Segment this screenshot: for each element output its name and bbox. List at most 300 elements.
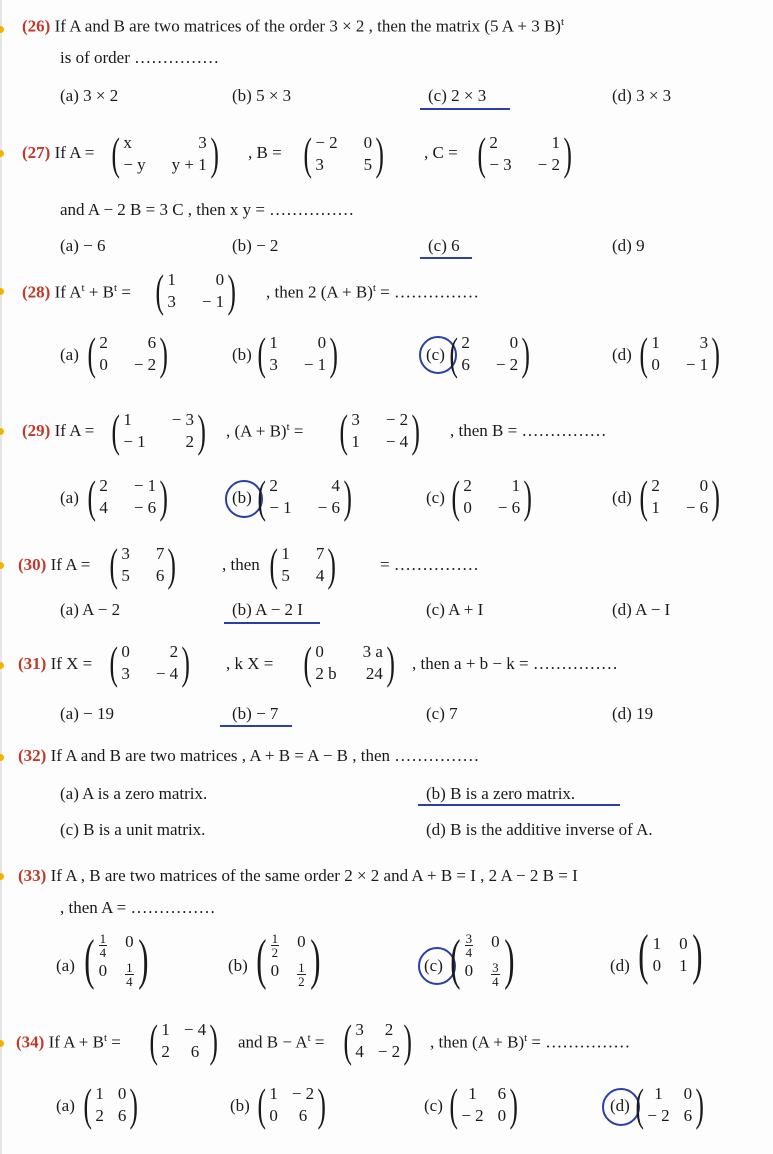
question-text: , then a + b − k = …………… bbox=[412, 654, 618, 673]
page-edge bbox=[0, 0, 2, 1154]
option-b-matrix[interactable] bbox=[254, 328, 342, 379]
matrix-entry: 3 bbox=[269, 355, 278, 374]
option-a-matrix[interactable] bbox=[80, 929, 152, 991]
matrix-entry: 2 bbox=[271, 945, 279, 960]
bullet-icon bbox=[0, 754, 4, 761]
matrix-entries bbox=[123, 133, 206, 175]
matrix-entry: 1 bbox=[468, 1084, 477, 1103]
matrix-entry: 1 bbox=[298, 960, 305, 975]
question-29 bbox=[22, 421, 94, 441]
matrix-X bbox=[106, 637, 194, 688]
option-b[interactable]: (b) A − 2 I bbox=[232, 600, 303, 619]
option-a[interactable]: (a) A is a zero matrix. bbox=[60, 784, 208, 803]
matrix-bracket: ) bbox=[167, 539, 177, 590]
matrix-bracket: ( bbox=[87, 471, 96, 522]
matrix-A bbox=[108, 405, 209, 456]
matrix-entry: 3 bbox=[198, 133, 207, 152]
matrix-entry: 1 bbox=[679, 956, 688, 975]
question-text: = …………… bbox=[380, 555, 479, 574]
matrix-entry: 1 bbox=[269, 1084, 278, 1103]
bullet-icon bbox=[0, 150, 4, 157]
bullet-icon bbox=[0, 662, 4, 669]
option-c-matrix[interactable] bbox=[448, 471, 536, 522]
text-fragment: = bbox=[289, 421, 304, 441]
option-b-matrix[interactable] bbox=[254, 471, 355, 522]
option-b[interactable]: (b) bbox=[232, 345, 252, 364]
transpose-sup: t bbox=[372, 282, 376, 294]
question-text bbox=[226, 421, 304, 442]
answer-underline bbox=[224, 622, 320, 624]
option-d-matrix[interactable] bbox=[632, 1079, 708, 1130]
matrix-entries bbox=[651, 333, 708, 375]
question-text bbox=[238, 1032, 324, 1053]
question-number: (27) bbox=[22, 143, 51, 162]
question-text: If A = bbox=[50, 555, 91, 574]
option-d-matrix[interactable] bbox=[636, 328, 724, 379]
matrix-bracket: ) bbox=[691, 924, 703, 986]
matrix-entry: 1 bbox=[654, 1084, 663, 1103]
option-b[interactable]: (b) − 7 bbox=[232, 704, 279, 723]
option-a[interactable]: (a) − 6 bbox=[60, 236, 106, 255]
question-32 bbox=[18, 746, 479, 766]
question-26 bbox=[22, 16, 564, 37]
bullet-icon bbox=[0, 428, 4, 435]
matrix-entry: 2 bbox=[298, 974, 305, 989]
matrix-entry: 0 bbox=[463, 498, 472, 517]
matrix-entry: 1 bbox=[167, 270, 176, 289]
matrix-given-1 bbox=[146, 1015, 222, 1066]
matrix-entry: − 6 bbox=[497, 498, 521, 517]
matrix-entries bbox=[355, 1020, 400, 1062]
question-text: + B bbox=[84, 282, 114, 302]
fraction bbox=[491, 961, 500, 988]
question-text: If A and B are two matrices , A + B = A − B , then …………… bbox=[50, 746, 480, 765]
option-d[interactable]: (d) 19 bbox=[612, 704, 654, 723]
matrix-bracket: ) bbox=[503, 929, 515, 991]
matrix-entry: − 4 bbox=[155, 664, 179, 683]
option-a[interactable]: (a) bbox=[60, 488, 79, 507]
matrix-bracket: ( bbox=[257, 328, 266, 379]
matrix-entries bbox=[95, 1084, 126, 1126]
answer-underline bbox=[220, 725, 292, 727]
matrix-entry: 5 bbox=[281, 566, 290, 585]
matrix-bracket: ( bbox=[635, 1079, 644, 1130]
matrix-entry: 0 bbox=[491, 932, 500, 951]
matrix-entry: 0 bbox=[315, 642, 324, 661]
option-c[interactable]: (c) bbox=[426, 488, 445, 507]
option-d[interactable]: (d) 9 bbox=[612, 236, 645, 255]
text-fragment: , then (A + B) bbox=[430, 1032, 525, 1052]
answer-underline bbox=[420, 257, 472, 259]
matrix-bracket: ) bbox=[181, 637, 191, 688]
matrix-entry: 0 bbox=[317, 333, 327, 352]
matrix-bracket: ( bbox=[449, 328, 458, 379]
bullet-icon bbox=[0, 1040, 4, 1047]
matrix-entry: 0 bbox=[683, 1084, 693, 1103]
matrix-entries bbox=[161, 1020, 206, 1062]
matrix-entry: − 1 bbox=[685, 355, 709, 374]
matrix-entry: 0 bbox=[699, 476, 709, 495]
matrix-entry: 1 bbox=[511, 476, 521, 495]
matrix-entry: 4 bbox=[99, 498, 108, 517]
matrix-entry: 1 bbox=[652, 934, 662, 953]
matrix-bracket: ( bbox=[83, 1079, 92, 1130]
matrix-bracket: ( bbox=[638, 924, 649, 986]
matrix-entry: − 6 bbox=[685, 498, 709, 517]
option-c-matrix[interactable] bbox=[446, 929, 518, 991]
question-text: If A = bbox=[54, 143, 95, 162]
matrix-entry: 3 bbox=[355, 1020, 364, 1039]
matrix-C bbox=[474, 128, 575, 179]
matrix-bracket: ) bbox=[386, 637, 395, 688]
matrix-bracket: ( bbox=[303, 128, 312, 179]
question-number: (30) bbox=[18, 555, 47, 574]
matrix-entry: 1 bbox=[351, 432, 360, 451]
question-text: , B = bbox=[248, 143, 282, 162]
matrix-entries bbox=[99, 932, 134, 988]
matrix-entry: − 2 bbox=[537, 155, 561, 174]
text-fragment: = …………… bbox=[527, 1032, 631, 1052]
matrix-entry: 5 bbox=[121, 566, 130, 585]
fraction bbox=[99, 932, 108, 959]
matrix-entry: − 2 bbox=[377, 1042, 401, 1061]
matrix-bracket: ( bbox=[111, 405, 120, 456]
fraction bbox=[125, 961, 134, 988]
option-d[interactable]: (d) 3 × 3 bbox=[612, 86, 672, 105]
matrix-bracket: ) bbox=[329, 328, 339, 379]
matrix-given bbox=[152, 265, 240, 316]
question-text: , then bbox=[222, 555, 260, 574]
matrix-entry: 0 bbox=[679, 934, 688, 953]
question-33 bbox=[18, 866, 578, 886]
matrix-entry: − 4 bbox=[183, 1020, 207, 1039]
matrix-entries bbox=[315, 642, 383, 684]
text-fragment: = bbox=[310, 1032, 325, 1052]
option-c[interactable]: (c) B is a unit matrix. bbox=[60, 820, 206, 839]
matrix-entry: 1 bbox=[95, 1084, 104, 1103]
matrix-entries bbox=[167, 270, 224, 312]
matrix-B bbox=[300, 128, 388, 179]
matrix-bracket: ) bbox=[711, 471, 721, 522]
matrix-bracket: ) bbox=[309, 929, 321, 991]
text-fragment: , (A + B) bbox=[226, 421, 287, 441]
matrix-entries bbox=[269, 1084, 314, 1126]
matrix-entries bbox=[281, 544, 324, 586]
matrix-bracket: ( bbox=[109, 539, 118, 590]
option-d[interactable]: (d) bbox=[612, 488, 632, 507]
option-c[interactable]: (c) bbox=[426, 345, 445, 364]
question-text: , C = bbox=[424, 143, 458, 162]
option-d[interactable]: (d) bbox=[612, 345, 632, 364]
matrix-entry: − 1 bbox=[201, 292, 225, 311]
matrix-entry: 0 bbox=[497, 1106, 507, 1125]
matrix-entry: 6 bbox=[298, 1106, 308, 1125]
option-d-matrix[interactable] bbox=[634, 924, 706, 986]
matrix-kX bbox=[300, 637, 398, 688]
bullet-icon bbox=[0, 873, 4, 880]
matrix-given bbox=[266, 539, 340, 590]
matrix-entry: 1 bbox=[126, 960, 133, 975]
matrix-bracket: ( bbox=[109, 637, 118, 688]
fraction bbox=[271, 932, 280, 959]
matrix-bracket: ) bbox=[343, 471, 352, 522]
option-c[interactable]: (c) A + I bbox=[426, 600, 484, 619]
matrix-bracket: ) bbox=[521, 328, 531, 379]
option-a[interactable]: (a) A − 2 bbox=[60, 600, 121, 619]
option-a-matrix[interactable] bbox=[84, 471, 172, 522]
matrix-bracket: ( bbox=[84, 929, 95, 991]
matrix-entries bbox=[647, 1084, 692, 1126]
matrix-entry: 0 bbox=[297, 932, 306, 951]
matrix-entry: 2 bbox=[169, 642, 179, 661]
matrix-entry: − 2 bbox=[647, 1106, 670, 1125]
option-c[interactable]: (c) 6 bbox=[428, 236, 460, 255]
transpose-sup: t bbox=[286, 421, 290, 433]
matrix-entry: 3 a bbox=[362, 642, 383, 661]
matrix-entry: 0 bbox=[99, 355, 108, 374]
matrix-entry: 2 bbox=[99, 333, 108, 352]
matrix-entry: 0 bbox=[121, 642, 130, 661]
option-c[interactable]: (c) 7 bbox=[426, 704, 458, 723]
transpose-sup: t bbox=[560, 16, 565, 28]
matrix-entry: − 2 bbox=[133, 355, 157, 374]
matrix-entry: 1 bbox=[551, 133, 561, 152]
matrix-entries bbox=[653, 934, 688, 976]
text-fragment: and B − A bbox=[238, 1032, 308, 1052]
matrix-entry: 2 bbox=[651, 476, 660, 495]
option-a[interactable]: (a) bbox=[56, 1096, 75, 1115]
matrix-entries bbox=[461, 333, 518, 375]
matrix-entry: 4 bbox=[331, 476, 341, 495]
matrix-entry: 1 bbox=[161, 1020, 170, 1039]
matrix-entry: − y bbox=[123, 155, 146, 174]
option-c[interactable]: (c) bbox=[424, 956, 443, 975]
question-text: , then B = …………… bbox=[450, 421, 607, 440]
option-c-matrix[interactable] bbox=[446, 328, 534, 379]
matrix-entry: − 1 bbox=[303, 355, 327, 374]
matrix-entry: 0 bbox=[125, 932, 134, 951]
matrix-entry: 7 bbox=[315, 544, 325, 563]
matrix-bracket: ) bbox=[375, 128, 385, 179]
matrix-entry: 0 bbox=[464, 961, 474, 980]
option-b[interactable]: (b) − 2 bbox=[232, 236, 279, 255]
text-fragment: , then 2 (A + B) bbox=[266, 282, 373, 302]
option-d[interactable]: (d) B is the additive inverse of A. bbox=[426, 820, 653, 839]
matrix-entry: 3 bbox=[465, 931, 473, 946]
option-b-matrix[interactable] bbox=[254, 1079, 330, 1130]
option-b[interactable]: (b) bbox=[228, 956, 248, 975]
matrix-entries bbox=[269, 333, 326, 375]
question-number: (34) bbox=[16, 1032, 45, 1052]
matrix-entry: 6 bbox=[117, 1106, 127, 1125]
matrix-entry: 2 bbox=[461, 333, 470, 352]
question-text: If A , B are two matrices of the same order 2 × 2 and A + B = I , 2 A − 2 B = I bbox=[50, 866, 578, 885]
matrix-entries bbox=[99, 476, 156, 518]
option-d[interactable]: (d) A − I bbox=[612, 600, 671, 619]
matrix-entry: − 2 bbox=[461, 1106, 484, 1125]
matrix-entries bbox=[651, 476, 708, 518]
question-text: If A = bbox=[54, 421, 95, 440]
matrix-bracket: ) bbox=[129, 1079, 139, 1130]
matrix-entry: 2 b bbox=[315, 664, 337, 683]
matrix-entry: 0 bbox=[269, 1106, 278, 1125]
answer-underline bbox=[418, 804, 620, 806]
matrix-entry: y + 1 bbox=[171, 155, 207, 174]
option-c[interactable]: (c) 2 × 3 bbox=[428, 86, 487, 105]
matrix-bracket: ( bbox=[111, 128, 120, 179]
matrix-entry: 6 bbox=[461, 355, 470, 374]
matrix-entry: 2 bbox=[489, 133, 498, 152]
matrix-entries bbox=[99, 333, 156, 375]
option-a-matrix[interactable] bbox=[84, 328, 172, 379]
matrix-bracket: ( bbox=[256, 929, 267, 991]
matrix-entry: 0 bbox=[270, 961, 280, 980]
question-31 bbox=[18, 654, 92, 674]
question-text bbox=[430, 1032, 630, 1053]
option-b[interactable]: (b) bbox=[232, 488, 252, 507]
matrix-bracket: ( bbox=[155, 265, 164, 316]
matrix-entry: 1 bbox=[651, 498, 660, 517]
matrix-entry: 1 bbox=[281, 544, 290, 563]
fraction bbox=[297, 961, 306, 988]
bullet-icon bbox=[0, 562, 4, 569]
matrix-entry: − 6 bbox=[317, 498, 341, 517]
matrix-entry: − 1 bbox=[133, 476, 157, 495]
matrix-bracket: ) bbox=[327, 539, 337, 590]
question-text: If X = bbox=[50, 654, 93, 673]
matrix-bracket: ) bbox=[137, 929, 149, 991]
option-a[interactable]: (a) bbox=[56, 956, 75, 975]
question-number: (31) bbox=[18, 654, 47, 673]
matrix-bracket: ) bbox=[209, 1015, 219, 1066]
question-text: If A + B bbox=[48, 1032, 104, 1052]
matrix-bracket: ) bbox=[159, 471, 169, 522]
matrix-entry: 3 bbox=[167, 292, 176, 311]
matrix-bracket: ( bbox=[303, 637, 312, 688]
matrix-entry: 4 bbox=[492, 974, 499, 989]
matrix-entry: 3 bbox=[121, 544, 130, 563]
matrix-bracket: ) bbox=[227, 265, 237, 316]
matrix-bracket: ( bbox=[639, 471, 648, 522]
question-number: (29) bbox=[22, 421, 51, 440]
matrix-bracket: ( bbox=[339, 405, 348, 456]
matrix-entry: 1 bbox=[271, 931, 279, 946]
question-30 bbox=[18, 555, 90, 575]
matrix-bracket: ( bbox=[149, 1015, 158, 1066]
matrix-A bbox=[108, 128, 222, 179]
matrix-bracket: ( bbox=[477, 128, 486, 179]
matrix-entry: 0 bbox=[509, 333, 519, 352]
matrix-entry: − 2 bbox=[495, 355, 519, 374]
matrix-entry: x bbox=[123, 133, 132, 152]
matrix-entry: − 3 bbox=[171, 410, 195, 429]
option-a[interactable]: (a) − 19 bbox=[60, 704, 114, 723]
question-28 bbox=[22, 282, 131, 303]
matrix-entry: 1 bbox=[651, 333, 660, 352]
question-text-cont: and A − 2 B = 3 C , then x y = …………… bbox=[60, 200, 355, 219]
matrix-entries bbox=[269, 476, 340, 518]
matrix-bracket: ) bbox=[210, 128, 219, 179]
matrix-entry: 2 bbox=[269, 476, 278, 495]
matrix-bracket: ( bbox=[269, 539, 278, 590]
matrix-bracket: ) bbox=[523, 471, 533, 522]
matrix-entry: 1 bbox=[123, 410, 132, 429]
option-c[interactable]: (c) bbox=[424, 1096, 443, 1115]
option-b-matrix[interactable] bbox=[252, 929, 324, 991]
matrix-entry: 0 bbox=[651, 355, 660, 374]
matrix-bracket: ( bbox=[87, 328, 96, 379]
matrix-entry: 4 bbox=[126, 974, 133, 989]
option-d[interactable]: (d) bbox=[610, 956, 630, 975]
matrix-bracket: ) bbox=[711, 328, 721, 379]
matrix-entries bbox=[461, 1084, 506, 1126]
question-text: , k X = bbox=[226, 654, 274, 673]
matrix-bracket: ) bbox=[563, 128, 572, 179]
matrix-bracket: ( bbox=[639, 328, 648, 379]
matrix-entries bbox=[351, 410, 408, 452]
option-d[interactable]: (d) bbox=[610, 1096, 630, 1115]
matrix-entry: 4 bbox=[99, 945, 107, 960]
matrix-entry: 2 bbox=[384, 1020, 394, 1039]
matrix-entry: 2 bbox=[161, 1042, 170, 1061]
matrix-entry: 2 bbox=[99, 476, 108, 495]
matrix-entry: 0 bbox=[215, 270, 225, 289]
option-c-matrix[interactable] bbox=[446, 1079, 522, 1130]
option-b[interactable]: (b) B is a zero matrix. bbox=[426, 784, 576, 803]
option-b[interactable]: (b) 5 × 3 bbox=[232, 86, 292, 105]
fraction bbox=[465, 932, 474, 959]
text-fragment: = …………… bbox=[375, 282, 480, 302]
matrix-bracket: ) bbox=[695, 1079, 705, 1130]
matrix-entry: − 1 bbox=[269, 498, 292, 517]
question-34 bbox=[16, 1032, 121, 1053]
transpose-sup: t bbox=[307, 1032, 311, 1044]
matrix-entry: 3 bbox=[492, 960, 499, 975]
matrix-entry: 24 bbox=[365, 664, 383, 683]
matrix-entry: 6 bbox=[147, 333, 157, 352]
question-27 bbox=[22, 143, 94, 163]
matrix-entry: 4 bbox=[465, 945, 473, 960]
option-d-matrix[interactable] bbox=[636, 471, 724, 522]
matrix-entry: 3 bbox=[699, 333, 709, 352]
transpose-sup: t bbox=[103, 1032, 108, 1044]
matrix-entry: − 1 bbox=[123, 432, 146, 451]
matrix-entry: − 3 bbox=[489, 155, 512, 174]
option-a-matrix[interactable] bbox=[80, 1079, 142, 1130]
matrix-entry: 2 bbox=[95, 1106, 104, 1125]
option-a[interactable]: (a) 3 × 2 bbox=[60, 86, 119, 105]
matrix-entry: 1 bbox=[269, 333, 278, 352]
matrix-bracket: ) bbox=[403, 1015, 413, 1066]
matrix-entry: 4 bbox=[355, 1042, 364, 1061]
matrix-entry: − 2 bbox=[291, 1084, 315, 1103]
matrix-given-2 bbox=[340, 1015, 416, 1066]
option-a[interactable]: (a) bbox=[60, 345, 79, 364]
matrix-entries bbox=[121, 642, 178, 684]
transpose-sup: t bbox=[524, 1032, 528, 1044]
matrix-bracket: ) bbox=[317, 1079, 327, 1130]
matrix-bracket: ) bbox=[159, 328, 169, 379]
question-number: (28) bbox=[22, 282, 51, 302]
matrix-entry: 0 bbox=[117, 1084, 127, 1103]
matrix-entry: 3 bbox=[315, 155, 324, 174]
matrix-entry: 6 bbox=[190, 1042, 200, 1061]
matrix-bracket: ) bbox=[411, 405, 421, 456]
option-b[interactable]: (b) bbox=[230, 1096, 250, 1115]
matrix-entry: 5 bbox=[363, 155, 373, 174]
transpose-sup: t bbox=[81, 282, 85, 294]
matrix-entry: − 2 bbox=[385, 410, 409, 429]
